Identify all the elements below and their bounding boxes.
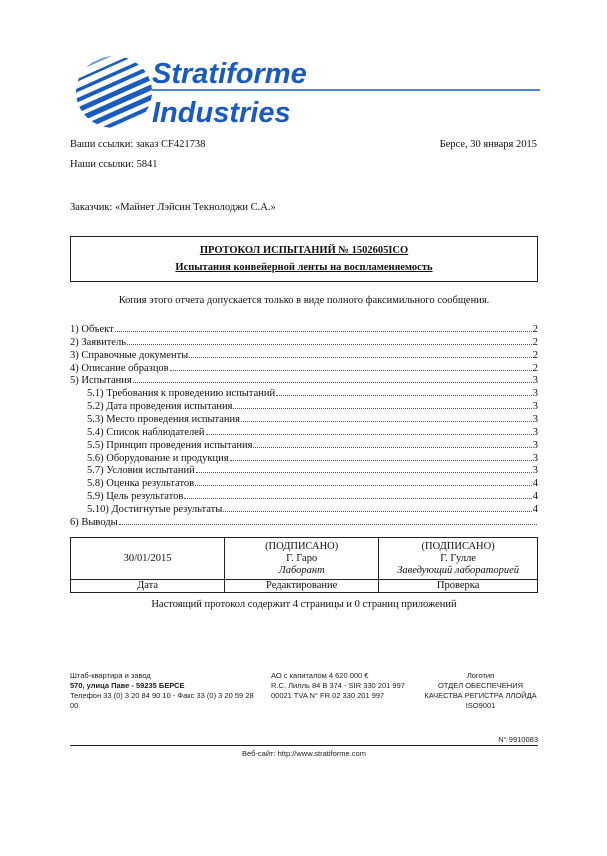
hq-phone: Телефон 33 (0) 3 20 84 90 10 - Факс 33 (0) 3 20 59 28 00 (70, 691, 254, 710)
toc-leader (133, 381, 532, 383)
toc-item (70, 438, 538, 451)
editor-role: Лаборант (278, 564, 325, 576)
toc-item (70, 463, 538, 476)
toc-page: 2 (532, 362, 538, 374)
your-reference: Ваши ссылки: заказ CF421738 (70, 139, 206, 150)
toc-item (70, 348, 538, 361)
toc-label: 2) Заявитель (70, 336, 126, 348)
cert-number: N° 9910083 (498, 735, 538, 744)
report-subtitle: Испытания конвейерной ленты на воспламеняемость (175, 262, 433, 273)
toc-page: 3 (532, 439, 538, 451)
toc-label: 5.6) Оборудование и продукция (87, 452, 229, 464)
toc-leader (170, 369, 532, 371)
toc-leader (206, 433, 532, 435)
toc-page: 2 (532, 336, 538, 348)
report-title: ПРОТОКОЛ ИСПЫТАНИЙ № 1502605ICO (199, 245, 409, 256)
toc-page: 3 (532, 401, 538, 413)
toc-label: 5.3) Место проведения испытания (87, 413, 240, 425)
toc-item (70, 451, 538, 464)
signature-table (70, 537, 538, 593)
col-date: Дата (71, 580, 225, 593)
toc-item (70, 335, 538, 348)
toc-label: 5.8) Оценка результатов (87, 478, 195, 490)
capital: АО с капиталом 4 620 000 € (271, 671, 369, 680)
footer-quality (423, 671, 538, 711)
toc-leader (223, 510, 531, 512)
toc-leader (230, 459, 532, 461)
checker-signed: (ПОДПИСАНО) (421, 540, 495, 552)
hq-address: 570, улица Паве - 59235 БЕРСЕ (70, 681, 185, 690)
editor-cell (225, 538, 379, 580)
toc-item (70, 373, 538, 386)
toc-label: 5) Испытания (70, 375, 132, 387)
toc-leader (196, 471, 532, 473)
toc-label: 5.9) Цель результатов (87, 491, 184, 503)
toc-leader (115, 330, 532, 332)
col-edit: Редактирование (225, 580, 379, 593)
toc-page: 2 (532, 349, 538, 361)
toc-leader (195, 484, 532, 486)
toc-label: 5.7) Условия испытаний (87, 465, 195, 477)
toc-leader (233, 407, 531, 409)
toc-item (70, 489, 538, 502)
toc-leader (119, 523, 537, 525)
toc-item (70, 399, 538, 412)
toc-item (70, 361, 538, 374)
pages-note: Настоящий протокол содержит 4 страницы и 0 страниц приложений (151, 599, 457, 610)
col-check: Проверка (379, 580, 538, 593)
toc-leader (276, 394, 532, 396)
toc-label: 5.2) Дата проведения испытания (87, 401, 233, 413)
toc-item (70, 476, 538, 489)
toc-page: 4 (532, 491, 538, 503)
quality-dept: ОТДЕЛ ОБЕСПЕЧЕНИЯ КАЧЕСТВА РЕГИСТРА ЛЛОЙДА (424, 681, 537, 700)
toc-label: 5.4) Список наблюдателей (87, 426, 205, 438)
logo-line1: Stratiforme (152, 58, 307, 90)
logo-line2: Industries (152, 97, 291, 129)
toc-leader (241, 420, 532, 422)
editor-name: Г. Гаро (286, 552, 318, 564)
checker-name: Г. Гулле (440, 552, 476, 564)
toc-page: 3 (532, 413, 538, 425)
toc-label: 6) Выводы (70, 516, 118, 528)
toc-page: 4 (532, 478, 538, 490)
toc-item (70, 412, 538, 425)
table-of-contents (70, 322, 538, 528)
toc-item (70, 502, 538, 515)
our-reference: Наши ссылки: 5841 (70, 159, 158, 170)
toc-item (70, 425, 538, 438)
checker-cell (379, 538, 538, 580)
rcs: R.C. Лилль 84 B 374 - SIR 330 201 997 00021 TVA N° FR 02 330 201 997 (271, 681, 405, 700)
toc-leader (189, 356, 532, 358)
toc-label: 1) Объект (70, 324, 114, 335)
toc-item (70, 322, 538, 335)
customer: Заказчик: «Майнет Лэйсин Текнолоджи С.А.» (70, 202, 276, 213)
toc-page: 3 (532, 375, 538, 387)
toc-label: 5.10) Достигнутые результаты (87, 503, 223, 515)
company-logo (70, 50, 540, 130)
place-date: Берсе, 30 января 2015 (439, 139, 537, 150)
footer-company (271, 671, 411, 701)
sign-date: 30/01/2015 (71, 538, 225, 580)
toc-item (70, 386, 538, 399)
hq-label: Штаб-квартира и завод (70, 671, 151, 680)
toc-leader (184, 497, 531, 499)
toc-page: 2 (532, 324, 538, 335)
copy-note: Копия этого отчета допускается только в виде полного факсимильного сообщения. (118, 295, 490, 306)
footer-divider (70, 745, 538, 746)
toc-leader (253, 446, 531, 448)
logo-label: Логотип (466, 671, 495, 680)
toc-page: 3 (532, 388, 538, 400)
toc-leader (127, 343, 532, 345)
editor-signed: (ПОДПИСАНО) (265, 540, 339, 552)
toc-item (70, 515, 538, 528)
toc-label: 3) Справочные документы (70, 349, 189, 361)
toc-page: 3 (532, 452, 538, 464)
toc-page: 3 (532, 465, 538, 477)
toc-label: 4) Описание образцов (70, 362, 169, 374)
checker-role: Заведующий лабораторией (397, 564, 519, 576)
toc-page: 4 (532, 503, 538, 515)
website: Веб-сайт: http://www.stratiforme.com (242, 749, 366, 758)
toc-page: 3 (532, 426, 538, 438)
footer-hq (70, 671, 260, 711)
toc-label: 5.5) Принцип проведения испытания (87, 439, 253, 451)
toc-label: 5.1) Требования к проведению испытаний (87, 388, 276, 400)
title-box (70, 236, 538, 282)
iso-label: ISO9001 (465, 701, 496, 710)
